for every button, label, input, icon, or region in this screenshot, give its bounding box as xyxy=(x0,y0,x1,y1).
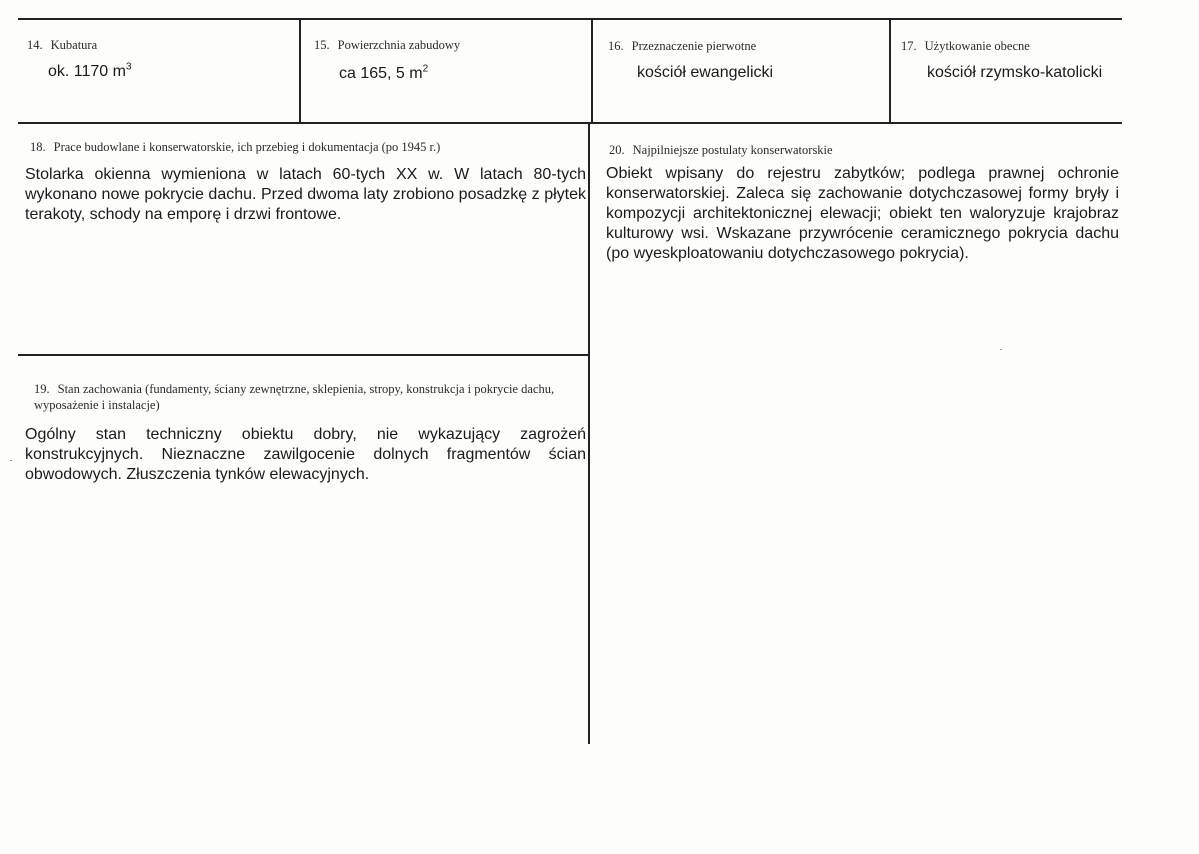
field-17-value: kościół rzymsko-katolicki xyxy=(927,64,1103,81)
field-14-label xyxy=(27,37,97,53)
field-15-title: Powierzchnia zabudowy xyxy=(337,38,461,52)
field-14-number: 14. xyxy=(27,38,43,52)
top-border-line xyxy=(18,18,1122,20)
field-14-value xyxy=(48,62,132,82)
field-17-number: 17. xyxy=(901,39,917,53)
scan-speck xyxy=(10,460,12,461)
field-20-number: 20. xyxy=(609,143,625,157)
field-15-label xyxy=(314,37,460,53)
field-18-number: 18. xyxy=(30,140,46,154)
divider-14-15 xyxy=(299,18,301,122)
field-20-text: Obiekt wpisany do rejestru zabytków; podlega prawnej ochronie konserwatorskiej. Zaleca się zachowanie dotychczasowej formy bryły i kompozycji architektonicznej elewacji; obiekt ten waloryzuje krajobraz kulturowy wsi. Wskazane przywrócenie ceramicznego pokrycia dachu (po wyeskploatowaniu dotychczasowego pokrycia). xyxy=(606,165,1119,262)
field-16-number: 16. xyxy=(608,39,624,53)
field-20-label xyxy=(609,142,833,158)
field-16-label xyxy=(608,38,756,54)
field-18-text: Stolarka okienna wymieniona w latach 60-tych XX w. W latach 80-tych wykonano nowe pokrycie dachu. Przed dwoma laty zrobiono posadzkę z płytek terakoty, schody na emporę i drzwi frontowe. xyxy=(25,166,586,223)
divider-15-16 xyxy=(591,18,593,122)
field-16-value: kościół ewangelicki xyxy=(637,64,774,81)
scan-speck xyxy=(1000,349,1002,350)
divider-16-17 xyxy=(889,18,891,122)
field-18-title: Prace budowlane i konserwatorskie, ich przebieg i dokumentacja (po 1945 r.) xyxy=(53,140,441,154)
field-20-title: Najpilniejsze postulaty konserwatorskie xyxy=(632,143,833,157)
field-19-title: Stan zachowania (fundamenty, ściany zewnętrzne, sklepienia, stropy, konstrukcja i pokrycie dachu, wyposażenie i instalacje) xyxy=(34,382,555,412)
divider-18-19 xyxy=(18,354,589,356)
cubature-unit-exponent: 3 xyxy=(125,61,132,73)
cubature-value: ok. 1170 m xyxy=(48,63,126,80)
field-19-label xyxy=(34,381,586,413)
field-19-text: Ogólny stan techniczny obiektu dobry, nie wykazujący zagrożeń konstrukcyjnych. Nieznaczne zawilgocenie dolnych fragmentów ścian obwodowych. Złuszczenia tynków elewacyjnych. xyxy=(25,426,586,483)
field-19-number: 19. xyxy=(34,382,50,396)
field-15-number: 15. xyxy=(314,38,330,52)
row-divider-line xyxy=(18,122,1122,124)
built-area-value: ca 165, 5 m xyxy=(339,65,423,82)
built-area-unit-exponent: 2 xyxy=(422,63,429,75)
field-17-label xyxy=(901,38,1030,54)
field-14-title: Kubatura xyxy=(50,38,98,52)
main-column-divider xyxy=(588,122,590,744)
field-18-label xyxy=(30,139,440,155)
field-16-title: Przeznaczenie pierwotne xyxy=(631,39,757,53)
field-15-value xyxy=(339,64,428,84)
field-17-title: Użytkowanie obecne xyxy=(924,39,1030,53)
